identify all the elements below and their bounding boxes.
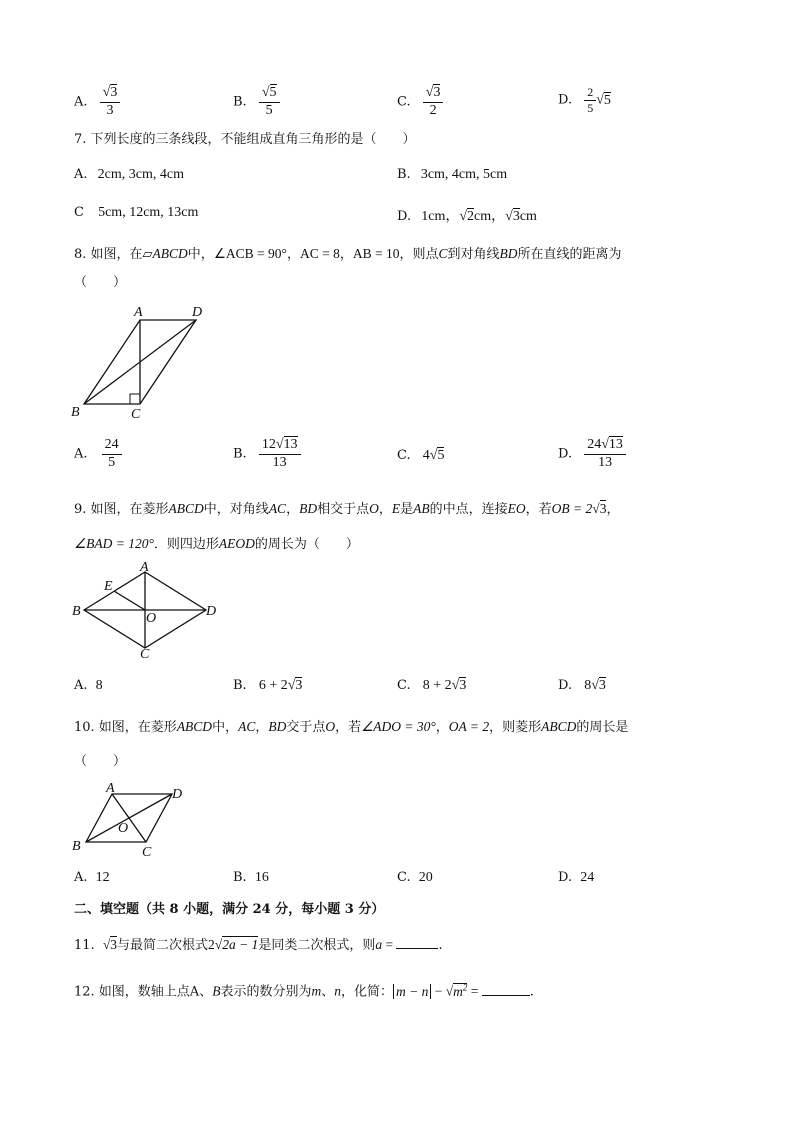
- q6-d-fraction: $\frac{2}{5}$: [584, 86, 596, 114]
- q7-option-d[interactable]: D. 1cm，√2cm，√3cm: [397, 209, 537, 224]
- q8-label-d: D: [192, 305, 203, 320]
- q7-option-c[interactable]: C 5cm, 12cm, 13cm: [74, 205, 199, 220]
- sqrt-symbol: √: [445, 983, 454, 999]
- q7-stem: 7. 下列长度的三条线段，不能组成直角三角形的是（ ）: [74, 132, 416, 147]
- q6-option-b[interactable]: B. $\frac{√5}{5}$: [233, 86, 280, 118]
- q8-option-d[interactable]: D. $\frac{24√13}{13}$: [558, 438, 626, 470]
- q9-label-e: E: [104, 579, 113, 594]
- q9-label-c: C: [140, 647, 150, 662]
- q6-c-fraction: $\frac{√3}{2}$: [423, 86, 444, 118]
- q9-label-a: A: [140, 560, 149, 575]
- q8-label-c: C: [131, 407, 141, 422]
- sqrt-symbol: √: [102, 937, 111, 952]
- sqrt-symbol: √: [591, 678, 599, 693]
- q8-answer-paren: （ ）: [74, 275, 127, 290]
- q11-stem: 11. √3与最简二次根式2√2a − 1是同类二次根式，则a = .: [74, 937, 443, 953]
- sqrt-symbol: √: [102, 85, 111, 100]
- sqrt-symbol: √: [596, 92, 604, 108]
- q7-option-b[interactable]: B. 3cm, 4cm, 5cm: [397, 167, 508, 182]
- q9-segment-eo: [114, 591, 145, 610]
- q9-stem-line1: 9. 如图，在菱形ABCD中，对角线AC，BD相交于点O，E是AB的中点，连接EO，若OB = 2√3，: [74, 501, 620, 517]
- q10-option-c[interactable]: C. 20: [397, 870, 433, 885]
- q10-option-a[interactable]: A. 12: [74, 870, 110, 885]
- sqrt-symbol: √: [459, 209, 468, 224]
- q10-label-c: C: [142, 845, 152, 860]
- q12-answer-blank[interactable]: [482, 995, 530, 996]
- sqrt-symbol: √: [425, 85, 434, 100]
- q10-label-b: B: [72, 839, 81, 854]
- q6-option-a[interactable]: A. $\frac{√3}{3}$: [74, 86, 120, 118]
- sqrt-symbol: √: [601, 437, 609, 452]
- q9-figure: [68, 558, 228, 664]
- q6-option-c[interactable]: C. $\frac{√3}{2}$: [397, 86, 443, 118]
- q10-label-d: D: [172, 787, 183, 802]
- q8-label-a: A: [134, 305, 143, 320]
- q10-label-o: O: [118, 821, 129, 836]
- q11-answer-blank[interactable]: [396, 948, 438, 949]
- q10-figure: [68, 778, 198, 860]
- sqrt-symbol: √: [451, 678, 460, 693]
- sqrt-symbol: √: [214, 937, 223, 952]
- parallelogram-symbol: ▱: [142, 247, 153, 262]
- sqrt-symbol: √: [275, 437, 284, 452]
- q10-option-b[interactable]: B. 16: [233, 870, 269, 885]
- section-heading-fill-in: 二、填空题（共 8 小题，满分 24 分，每小题 3 分）: [74, 902, 385, 917]
- q10-answer-paren: （ ）: [74, 754, 127, 769]
- q6-option-d[interactable]: D. $\frac{2}{5}$ √5: [558, 85, 611, 115]
- q9-option-b[interactable]: B. 6 + 2√3: [233, 678, 303, 693]
- sqrt-symbol: √: [287, 678, 296, 693]
- q12-stem: 12. 如图，数轴上点A、B表示的数分别为m、n，化简： $m - n - √m^2$ = .: [74, 982, 534, 1000]
- right-angle-mark: [130, 394, 140, 404]
- q9-option-a[interactable]: A. 8: [74, 678, 103, 693]
- q6-a-fraction: $\frac{√3}{3}$: [100, 86, 121, 118]
- q10-label-a: A: [106, 781, 115, 796]
- sqrt-symbol: √: [592, 501, 600, 516]
- q7-option-a[interactable]: A. 2cm, 3cm, 4cm: [74, 167, 184, 182]
- q8-option-c[interactable]: C. 4√5: [397, 448, 445, 463]
- q9-label-o: O: [146, 611, 157, 626]
- sqrt-symbol: √: [261, 85, 270, 100]
- q8-option-b[interactable]: B. $\frac{12√13}{13}$: [233, 438, 301, 470]
- q8-stem: 8. 如图，在▱ABCD中，∠ACB = 90°，AC = 8，AB = 10，则点C到对角线BD所在直线的距离为: [74, 246, 622, 262]
- q9-stem-line2: ∠BAD = 120°．则四边形AEOD的周长为（ ）: [74, 536, 359, 552]
- q8-option-a[interactable]: A. $\frac{24}{5}$: [74, 438, 122, 470]
- q9-option-c[interactable]: C. 8 + 2√3: [397, 678, 467, 693]
- sqrt-symbol: √: [505, 209, 513, 224]
- q9-label-b: B: [72, 604, 81, 619]
- absolute-value: m − n: [393, 984, 431, 999]
- q8-label-b: B: [71, 405, 80, 420]
- sqrt-symbol: √: [429, 448, 438, 463]
- q10-option-d[interactable]: D. 24: [558, 870, 595, 885]
- q9-label-d: D: [206, 604, 217, 619]
- q6-b-fraction: $\frac{√5}{5}$: [259, 86, 280, 118]
- q9-option-d[interactable]: D. 8√3: [558, 678, 606, 693]
- q10-stem: 10. 如图，在菱形ABCD中，AC，BD交于点O，若∠ADO = 30°，OA = 2，则菱形ABCD的周长是: [74, 719, 629, 735]
- q8-figure: [68, 300, 218, 422]
